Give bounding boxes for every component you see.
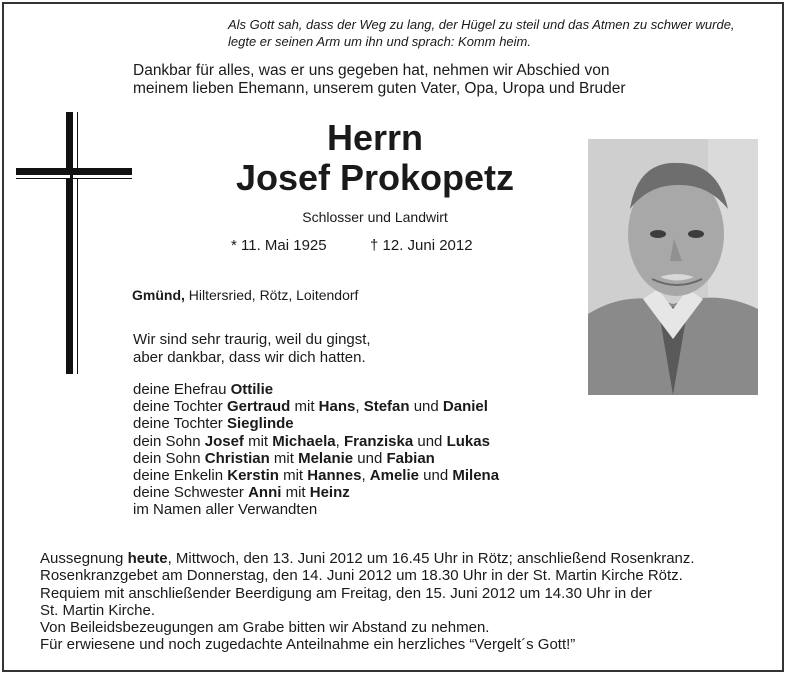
family-member-line <box>133 381 573 398</box>
birth-date: * 11. Mai 1925 <box>231 237 327 254</box>
text-segment: im Namen aller Verwandten <box>133 501 318 519</box>
bold-segment: Christian <box>204 449 270 467</box>
family-member-line <box>133 467 573 484</box>
place-main: Gmünd, <box>132 287 185 303</box>
text-segment: , <box>361 467 370 485</box>
text-segment: mit <box>278 467 308 485</box>
opening-quote <box>228 16 778 50</box>
bold-segment: Sieglinde <box>226 415 294 433</box>
bold-segment: Franziska <box>343 432 414 450</box>
notice-line <box>40 602 780 619</box>
text-segment: Für erwiesene und noch zugedachte Anteilnahme ein herzliches “Vergelt´s Gott!” <box>40 636 576 654</box>
portrait-photo <box>588 139 758 395</box>
text-segment: und <box>419 467 453 485</box>
bold-segment: Kerstin <box>227 467 279 485</box>
text-segment: und <box>413 432 447 450</box>
bold-segment: Michaela <box>272 432 336 450</box>
text-segment: , <box>335 432 344 450</box>
bold-segment: Melanie <box>298 449 354 467</box>
text-segment: dein Sohn <box>133 449 205 467</box>
bold-segment: heute <box>127 550 168 567</box>
bold-segment: Fabian <box>386 449 435 467</box>
bold-segment: Ottilie <box>230 381 274 398</box>
deceased-name: Josef Prokopetz <box>235 157 515 198</box>
bold-segment: Heinz <box>309 484 350 502</box>
text-segment: deine Tochter <box>133 415 227 433</box>
verse-line: Wir sind sehr traurig, weil du gingst, <box>133 331 371 348</box>
cross-icon <box>16 112 132 374</box>
intro-line: Dankbar für alles, was er uns gegeben hat, nehmen wir Abschied von <box>133 62 610 79</box>
bold-segment: Hans <box>318 398 356 416</box>
mourning-verse <box>133 331 533 367</box>
text-segment: und <box>409 398 443 416</box>
family-member-line <box>133 415 573 432</box>
bold-segment: Milena <box>452 467 500 485</box>
notice-line <box>40 550 780 567</box>
text-segment: mit <box>269 449 299 467</box>
text-segment: , <box>355 398 364 416</box>
funeral-notice <box>40 550 780 654</box>
text-segment: Rosenkranzgebet am Donnerstag, den 14. Juni 2012 um 18.30 Uhr in der St. Martin Kirche Rötz. <box>40 567 683 585</box>
text-segment: und <box>353 449 387 467</box>
places <box>132 287 358 303</box>
text-segment: Aussegnung <box>40 550 128 567</box>
text-segment: Von Beileidsbezeugungen am Grabe bitten wir Abstand zu nehmen. <box>40 619 490 637</box>
quote-line: legte er seinen Arm um ihn und sprach: Komm heim. <box>228 34 531 49</box>
text-segment: deine Ehefrau <box>133 381 231 398</box>
notice-line <box>40 585 780 602</box>
portrait-illustration <box>588 139 758 395</box>
text-segment: mit <box>243 432 273 450</box>
bold-segment: Daniel <box>442 398 488 416</box>
bold-segment: Amelie <box>369 467 419 485</box>
bold-segment: Anni <box>248 484 282 502</box>
occupation: Schlosser und Landwirt <box>302 209 448 225</box>
text-segment: dein Sohn <box>133 432 205 450</box>
family-member-line <box>133 450 573 467</box>
text-segment: mit <box>290 398 319 416</box>
text-segment: , Mittwoch, den 13. Juni 2012 um 16.45 Uhr in Rötz; anschließend Rosenkranz. <box>167 550 695 567</box>
bold-segment: Hannes <box>307 467 362 485</box>
text-segment: mit <box>281 484 310 502</box>
verse-line: aber dankbar, dass wir dich hatten. <box>133 349 366 366</box>
family-member-line <box>133 433 573 450</box>
death-date: † 12. Juni 2012 <box>370 237 473 254</box>
quote-line: Als Gott sah, dass der Weg zu lang, der Hügel zu steil und das Atmen zu schwer wurde, <box>228 17 735 32</box>
place-rest: Hiltersried, Rötz, Loitendorf <box>184 287 359 303</box>
intro-line: meinem lieben Ehemann, unserem guten Vater, Opa, Uropa und Bruder <box>133 80 626 97</box>
text-segment: St. Martin Kirche. <box>40 601 156 619</box>
family-member-line <box>133 484 573 501</box>
notice-line <box>40 567 780 584</box>
notice-line <box>40 636 780 653</box>
family-member-line <box>133 501 573 518</box>
intro-text <box>133 62 693 98</box>
bold-segment: Gertraud <box>226 398 291 416</box>
text-segment: deine Enkelin <box>133 467 228 485</box>
bold-segment: Lukas <box>446 432 490 450</box>
salutation: Herrn <box>326 117 424 158</box>
notice-line <box>40 619 780 636</box>
text-segment: deine Schwester <box>133 484 249 502</box>
family-member-line <box>133 398 573 415</box>
bold-segment: Stefan <box>363 398 410 416</box>
bold-segment: Josef <box>204 432 244 450</box>
family-list <box>133 381 573 519</box>
deceased-title <box>200 118 550 198</box>
text-segment: Requiem mit anschließender Beerdigung am Freitag, den 15. Juni 2012 um 14.30 Uhr in der <box>40 584 653 602</box>
text-segment: deine Tochter <box>133 398 227 416</box>
